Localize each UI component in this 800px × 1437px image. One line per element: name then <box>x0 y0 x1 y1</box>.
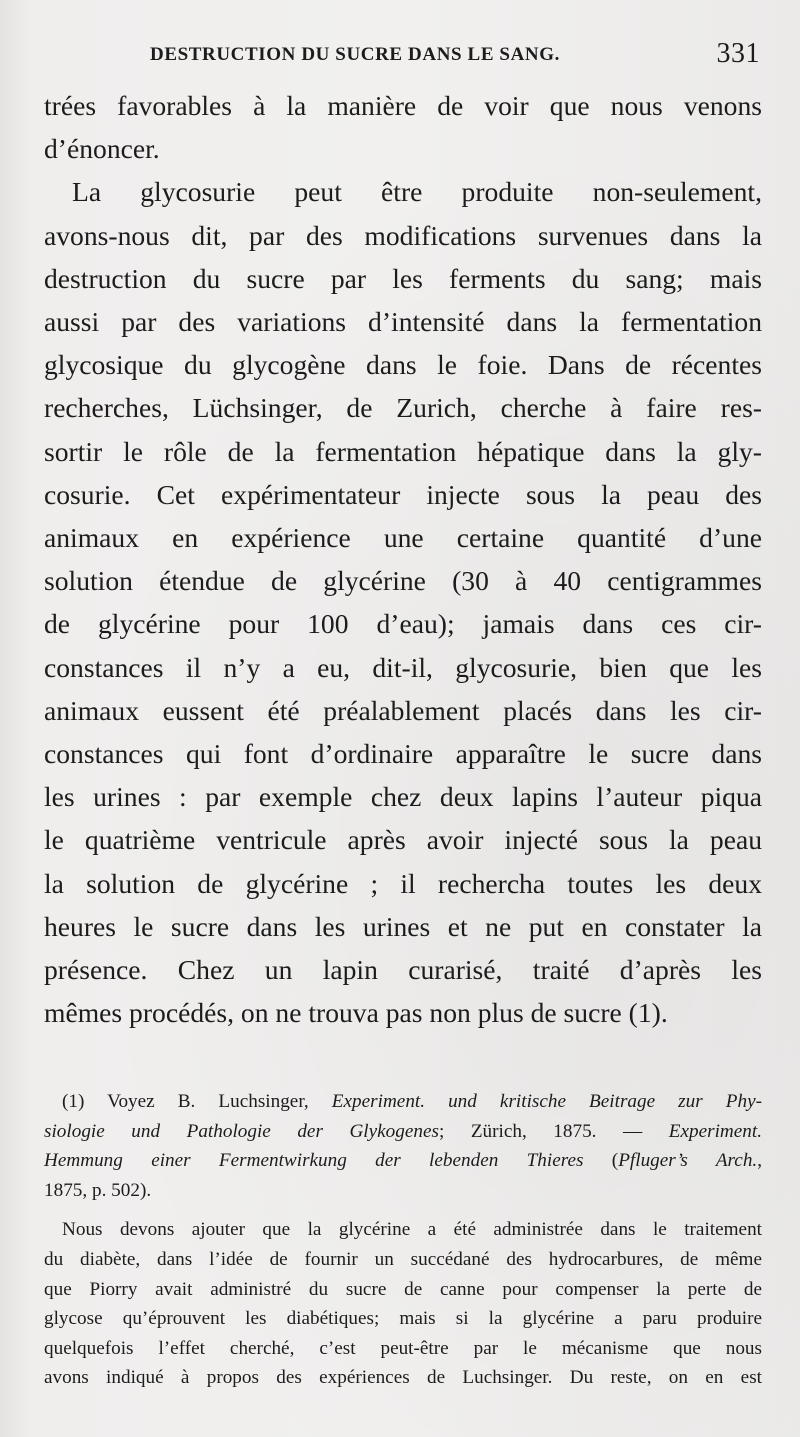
page-header <box>150 38 760 78</box>
text-line: le quatrième ventricule après avoir injecté sous la peau <box>44 824 762 856</box>
footnote-text: , <box>757 1150 763 1172</box>
text-line: avons-nous dit, par des modifications survenues dans la <box>44 219 762 251</box>
text-line: les urines : par exemple chez deux lapins l’auteur piqua <box>44 781 762 813</box>
text-line: destruction du sucre par les ferments du sang; mais <box>44 262 762 294</box>
footnote-line <box>44 1117 762 1147</box>
text-line: trées favorables à la manière de voir que nous venons <box>44 90 762 121</box>
footnote-citation-title: Experiment. <box>668 1120 762 1142</box>
footnote-line: Nous devons ajouter que la glycérine a été administrée dans le traitement <box>62 1219 762 1241</box>
text-line: glycosique du glycogène dans le foie. Dans de récentes <box>44 349 762 381</box>
footnote-citation-title: Hemmung einer Fermentwirkung der lebenden Thieres <box>44 1150 584 1172</box>
footnote-citation-title: Experiment. und kritische Beitrage zur Phy- <box>331 1091 762 1112</box>
footnote-citation-journal: Pfluger’s Arch. <box>618 1150 758 1172</box>
text-line: sortir le rôle de la fermentation hépatique dans la gly- <box>44 435 762 467</box>
footnote-line <box>44 1087 762 1117</box>
footnote-line: que Piorry avait administré du sucre de canne pour compenser la perte de <box>44 1278 762 1300</box>
text-line: recherches, Lüchsinger, de Zurich, cherche à faire res- <box>44 392 762 424</box>
text-line: constances qui font d’ordinaire apparaître le sucre dans <box>44 738 762 770</box>
footnote-text: ( <box>583 1150 619 1172</box>
footnotes <box>44 1087 762 1393</box>
text-line: mêmes procédés, on ne trouva pas non plus de sucre (1). <box>44 997 668 1029</box>
text-line: d’énoncer. <box>44 133 160 165</box>
main-text <box>44 84 762 1034</box>
text-line: animaux en expérience une certaine quantité d’une <box>44 522 762 554</box>
footnote-line: 1875, p. 502). <box>44 1179 152 1201</box>
running-title: DESTRUCTION DU SUCRE DANS LE SANG. <box>150 44 560 65</box>
text-line: la solution de glycérine ; il rechercha toutes les deux <box>44 867 762 899</box>
footnote-line: glycose qu’éprouvent les diabétiques; mais si la glycérine a paru produire <box>44 1308 762 1330</box>
page-number: 331 <box>716 38 760 69</box>
footnote-text: ; Zürich, 1875. — <box>438 1120 669 1142</box>
text-line: constances il n’y a eu, dit-il, glycosurie, bien que les <box>44 651 762 683</box>
text-line: heures le sucre dans les urines et ne put en constater la <box>44 910 762 942</box>
footnote-text: (1) Voyez B. Luchsinger, <box>62 1091 332 1112</box>
text-line: de glycérine pour 100 d’eau); jamais dans ces cir- <box>44 608 762 640</box>
footnote-line: quelquefois l’effet cherché, c’est peut-être par le mécanisme que nous <box>44 1337 762 1359</box>
text-line: aussi par des variations d’intensité dans la fermentation <box>44 306 762 338</box>
text-line: La glycosurie peut être produite non-seulement, <box>72 176 762 208</box>
footnote-line: avons indiqué à propos des expériences de Luchsinger. Du reste, on en est <box>44 1367 762 1389</box>
text-line: cosurie. Cet expérimentateur injecte sous la peau des <box>44 478 762 510</box>
footnote-citation-title: siologie und Pathologie der Glykogenes <box>44 1120 439 1142</box>
text-line: solution étendue de glycérine (30 à 40 centigrammes <box>44 565 762 597</box>
text-line: animaux eussent été préalablement placés dans les cir- <box>44 694 762 726</box>
text-line: présence. Chez un lapin curarisé, traité d’après les <box>44 954 762 986</box>
footnote-line: du diabète, dans l’idée de fournir un succédané des hydrocarbures, de même <box>44 1248 762 1270</box>
footnote-line <box>44 1146 762 1176</box>
